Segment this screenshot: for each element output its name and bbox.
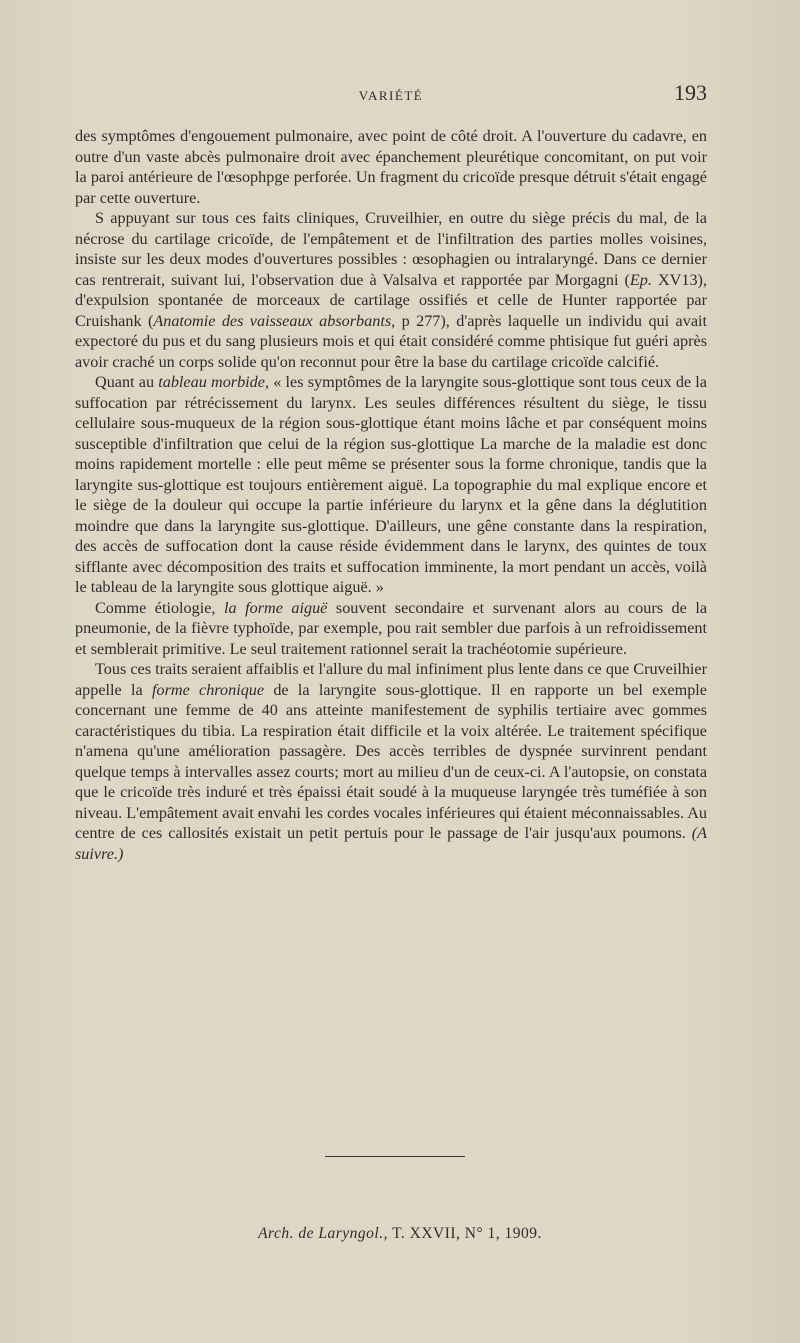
paragraph xyxy=(75,372,707,598)
text-run: des symptômes d'engouement pulmonaire, avec point de côté droit. A l'ouverture du cadavre, en outre d'un vaste abcès pulmonaire droit avec épanchement pleurétique concomitant, on put voir la paroi antérieure de l'œsophpge perforée. Un fragment du cricoïde presque détruit s'était engagé par cette ouverture. xyxy=(75,127,707,207)
paragraph xyxy=(75,126,707,208)
text-run: Comme étiologie, xyxy=(95,598,224,617)
italic-run: forme chronique xyxy=(151,680,265,699)
text-run: de la laryngite sous-glottique. Il en rapporte un bel exemple concernant une femme de 40 ans atteinte manifestement de syphilis tertiaire avec gommes caractéristiques du tibia. La respiration était difficile et la voix altérée. Le traitement spécifique n'amena qu'une amélioration passagère. Des accès terribles de dyspnée survinrent pendant quelque temps à intervalles assez courts; mort au milieu d'un de ceux-ci. A l'autopsie, on constata que le cricoïde très induré et très épaissi était soudé à la muqueuse laryngée très tuméfiée à son niveau. L'empâtement avait envahi les cordes vocales inférieures qui étaient méconnaissables. Au centre de ces callosités existait un petit pertuis pour le passage de l'air jusqu'aux poumons. xyxy=(75,680,707,842)
italic-run: tableau morbide xyxy=(158,373,265,391)
paragraph xyxy=(75,208,707,372)
paragraph xyxy=(75,659,707,864)
text-run: souvent secondaire et survenant alors au cours de la pneumonie, de la fièvre typhoïde, par exemple, pou rait sembler due parfois à un refroidissement et semblerait primitive. Le seul traitement rationnel serait la trachéotomie supérieure. xyxy=(75,598,708,658)
article-body xyxy=(75,126,707,864)
text-run: XV13), d'expulsion spontanée de morceaux de cartilage ossifiés et celle de Hunter rapportée par Cruishank ( xyxy=(75,270,707,330)
italic-run: Ep. xyxy=(629,270,652,289)
paragraph xyxy=(75,598,707,660)
text-run: Tous ces traits seraient affaiblis et l'allure du mal infiniment plus lente dans ce que Cruveilhier appelle la xyxy=(75,660,707,699)
text-run: S appuyant sur tous ces faits cliniques, Cruveilhier, en outre du siège précis du mal, de la nécrose du cartilage cricoïde, de l'empâtement et de l'infiltration des parties molles voisines, insiste sur les deux modes d'ouvertures possibles : œsophagien ou intralaryngé. Dans ce dernier cas rentrerait, suivant lui, l'observation due à Valsalva et rapportée par Morgagni ( xyxy=(75,209,707,289)
italic-run: (A suivre.) xyxy=(75,824,707,863)
page-header xyxy=(75,80,707,110)
running-head: VARIÉTÉ xyxy=(358,88,424,103)
journal-footer xyxy=(0,1225,800,1243)
page-number: 193 xyxy=(674,80,707,105)
text-run: Quant au xyxy=(95,373,159,391)
journal-abbreviation: Arch. de Laryngol., xyxy=(258,1225,388,1242)
text-run: , p 277), d'après laquelle un individu qui avait expectoré du pus et du sang plusieurs mois et qui était considéré comme phtisique fut guéri après avoir craché un corps solide qu'on reconnut pour être la base du cartilage cricoïde calcifié. xyxy=(75,311,707,371)
italic-run: Anatomie des vaisseaux absorbants xyxy=(153,311,392,330)
end-rule xyxy=(325,1156,465,1157)
text-run: , « les symptômes de la laryngite sous-glottique sont tous ceux de la suffocation par rétrécissement du larynx. Les seules différences résultent du siège, le tissu cellulaire sous-muqueux de la région sous-glottique étant moins lâche et par conséquent moins susceptible d'infiltration que celui de la région sus-glottique La marche de la maladie est donc moins rapidement mortelle : elle peut même se présenter sous la forme chronique, tandis que la laryngite sus-glottique est toujours entièrement aiguë. La topographie du mal explique encore et le siège de la douleur qui occupe la partie inférieure du larynx et la gêne dans la déglutition moindre que dans la laryngite sus-glottique. D'ailleurs, une gêne constante dans la respiration, des accès de suffocation dont la cause réside évidemment dans le larynx, des quintes de toux sifflante avec décomposition des traits et suffocation imminente, la mort pendant un accès, voilà le tableau de la laryngite sous glottique aiguë. » xyxy=(75,373,707,596)
journal-citation: T. XXVII, N° 1, 1909. xyxy=(387,1225,542,1242)
italic-run: la forme aiguë xyxy=(224,598,328,617)
